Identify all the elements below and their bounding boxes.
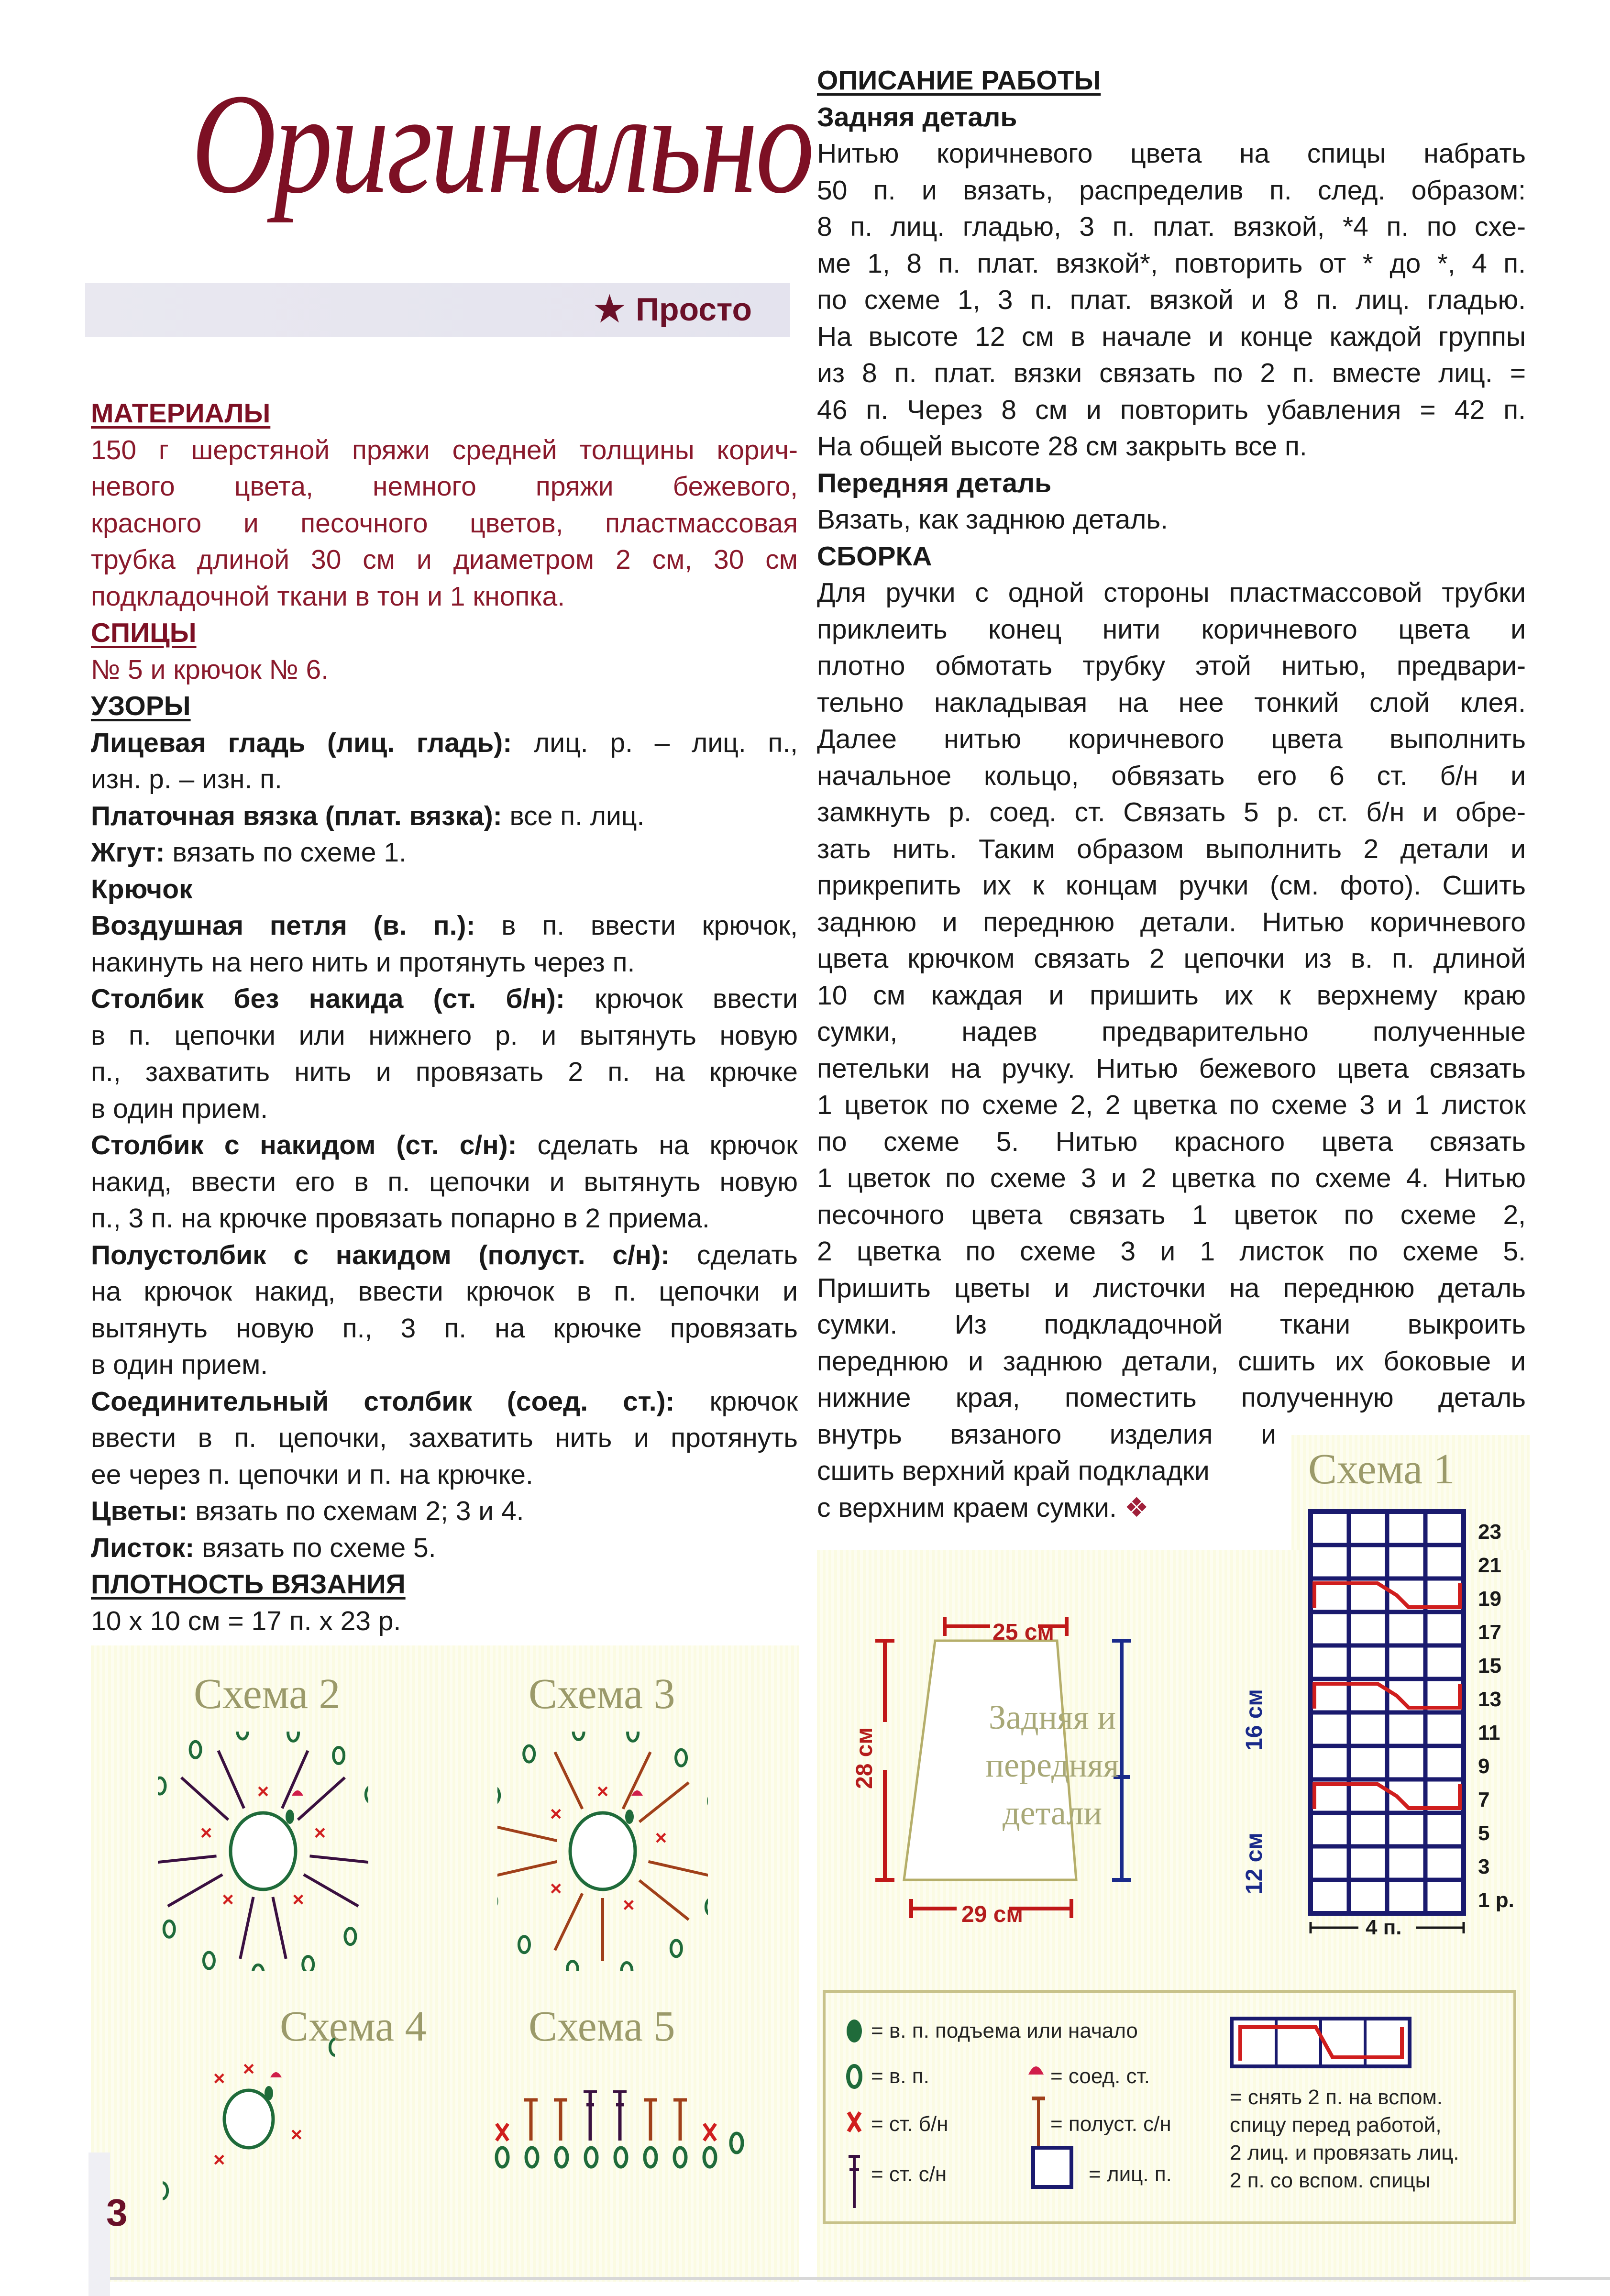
definition: в п. ввести крючок,	[475, 910, 798, 941]
row-label: 3	[1478, 1855, 1490, 1878]
legend-label: = лиц. п.	[1089, 2163, 1172, 2186]
materials-text	[91, 432, 798, 615]
end-mark-icon: ❖	[1124, 1492, 1149, 1523]
schema3-diagram	[497, 1732, 708, 1971]
label-line: детали	[1003, 1794, 1102, 1832]
text-line: с верхним краем сумки.	[817, 1492, 1117, 1523]
term: Соединительный столбик (соед. ст.):	[91, 1386, 675, 1417]
gauge-heading: ПЛОТНОСТЬ ВЯЗАНИЯ	[91, 1569, 406, 1600]
text-line: трубка длиной 30 см и диаметром 2 см, 30 см	[91, 544, 798, 575]
legend-label: = в. п. подъема или начало	[871, 2019, 1138, 2042]
page-title: Оригинально	[191, 64, 812, 223]
text-line: подкладочной ткани в тон и 1 кнопка.	[91, 581, 565, 612]
text-line: заднюю и переднюю детали. Нитью коричневого	[817, 906, 1526, 938]
svg-text:×: ×	[622, 1893, 635, 1916]
svg-text:×: ×	[292, 1888, 304, 1911]
needles-text: № 5 и крючок № 6.	[91, 654, 329, 685]
flowers-note	[91, 1493, 798, 1530]
definition: ее через п. цепочки и п. на крючке.	[91, 1459, 533, 1490]
definition: вязать по схемам 2; 3 и 4.	[187, 1496, 524, 1526]
legend-line: спицу перед работой,	[1230, 2113, 1442, 2137]
definition: в один прием.	[91, 1349, 268, 1380]
schema2-title: Схема 2	[194, 1670, 341, 1718]
materials-heading: МАТЕРИАЛЫ	[91, 398, 271, 429]
text-line: 46 п. Через 8 см и повторить убавления = 42 п.	[817, 394, 1526, 425]
crochet-heading: Крючок	[91, 873, 193, 905]
text-line: приклеить конец нити коричневого цвета и	[817, 614, 1526, 645]
needles-heading: СПИЦЫ	[91, 618, 197, 648]
difficulty-badge	[592, 287, 752, 331]
term: Жгут:	[91, 837, 165, 868]
pattern-garter	[91, 798, 798, 835]
text-line: ме 1, 8 п. плат. вязкой*, повторить от * до *, 4 п.	[817, 248, 1526, 279]
total-height-label: 28 см	[852, 1727, 877, 1789]
row-label: 13	[1478, 1688, 1501, 1711]
back-text	[817, 135, 1526, 465]
bottom-width-label: 29 см	[961, 1902, 1023, 1927]
label-line: Задняя и	[989, 1698, 1116, 1736]
crochet-hdc	[91, 1237, 798, 1383]
definition: в один прием.	[91, 1093, 268, 1124]
assembly-heading: СБОРКА	[817, 541, 932, 572]
text-line: На общей высоте 28 см закрыть все п.	[817, 431, 1307, 462]
svg-text:×: ×	[314, 1821, 326, 1844]
legend-label: = ст. б/н	[871, 2112, 948, 2136]
text-line: зать нить. Таким образом выполнить 2 детали и	[817, 833, 1526, 864]
text-line: На высоте 12 см в начале и конце каждой группы	[817, 321, 1526, 352]
term: Воздушная петля (в. п.):	[91, 910, 475, 941]
top-width-label: 25 см	[992, 1620, 1054, 1645]
page-number: 3	[106, 2191, 128, 2234]
pattern-cable	[91, 834, 798, 871]
svg-text:×: ×	[550, 1802, 562, 1825]
right-column	[817, 62, 1526, 1526]
definition: накинуть на него нить и протянуть через п.	[91, 947, 635, 978]
text-line: 1 цветок по схеме 2, 2 цветка по схеме 3 и 1 листок	[817, 1090, 1526, 1120]
term: Полустолбик с накидом (полуст. с/н):	[91, 1239, 670, 1270]
definition: вязать по схеме 1.	[165, 837, 407, 868]
assembly-text	[817, 574, 1526, 1416]
difficulty-bar	[85, 283, 790, 337]
legend	[823, 1990, 1516, 2224]
patterns-heading: УЗОРЫ	[91, 691, 191, 721]
legend-label: = в. п.	[871, 2064, 929, 2088]
legend-label: = соед. ст.	[1050, 2064, 1150, 2088]
definition: накид, ввести его в п. цепочки и вытянуть новую	[91, 1166, 798, 1197]
term: Столбик с накидом (ст. с/н):	[91, 1130, 517, 1160]
text-line: 2 цветка по схеме 3 и 1 листок по схеме 5.	[817, 1236, 1526, 1267]
definition: на крючок накид, ввести крючок в п. цепочки и	[91, 1276, 798, 1307]
text-line: 10 см каждая и пришить их к верхнему краю	[817, 980, 1526, 1011]
definition: сделать на крючок	[517, 1130, 798, 1160]
upper-height-label: 16 см	[1242, 1689, 1267, 1751]
text-line: из 8 п. плат. вязки связать по 2 п. вместе лиц. =	[817, 358, 1526, 388]
row-label: 1 р.	[1478, 1888, 1514, 1912]
text-line: цвета крючком связать 2 цепочки из в. п. длиной	[817, 943, 1526, 974]
text-line: Далее нитью коричневого цвета выполнить	[817, 724, 1526, 754]
back-heading: Задняя деталь	[817, 101, 1017, 132]
text-line: красного и песочного цветов, пластмассовая	[91, 508, 798, 539]
front-text: Вязать, как заднюю деталь.	[817, 504, 1168, 535]
pattern-stockinette	[91, 725, 798, 798]
svg-text:×: ×	[596, 1780, 609, 1802]
term: Платочная вязка (плат. вязка):	[91, 800, 502, 831]
term: Цветы:	[91, 1496, 188, 1526]
text-line: 8 п. лиц. гладью, 3 п. плат. вязкой, *4 п. по схе-	[817, 211, 1526, 242]
definition: изн. р. – изн. п.	[91, 764, 282, 795]
schema4-title: Схема 4	[280, 2003, 427, 2050]
svg-text:×: ×	[257, 1780, 269, 1802]
schema5-title: Схема 5	[529, 2003, 675, 2050]
crochet-chain	[91, 907, 798, 981]
text-line: по схеме 5. Нитью красного цвета связать	[817, 1126, 1526, 1157]
schema4-diagram	[163, 2028, 335, 2210]
pattern-piece-label	[937, 1693, 1167, 1837]
cable-symbol-icon	[1230, 2017, 1412, 2069]
text-line: начальное кольцо, обвязать его 6 ст. б/н и	[817, 760, 1526, 791]
svg-text:×: ×	[200, 1821, 212, 1844]
assembly-text-narrow	[817, 1416, 1276, 1526]
term: Листок:	[91, 1532, 195, 1563]
text-line: Пришить цветы и листочки на переднюю деталь	[817, 1272, 1526, 1303]
double-crochet-icon	[849, 2155, 860, 2208]
schema3-title: Схема 3	[529, 1670, 675, 1718]
definition: сделать	[670, 1239, 798, 1270]
definition: все п. лиц.	[502, 800, 645, 831]
cable-legend-text	[1230, 2084, 1459, 2195]
knit-square-icon	[1031, 2146, 1073, 2189]
text-line: 150 г шерстяной пряжи средней толщины корич-	[91, 434, 798, 465]
schema5-diagram	[493, 2090, 761, 2176]
front-heading: Передняя деталь	[817, 467, 1052, 498]
row-label: 5	[1478, 1821, 1490, 1845]
legend-line: 2 п. со вспом. спицы	[1230, 2169, 1431, 2192]
star-icon: ★	[592, 287, 628, 331]
open-circle-icon	[848, 2066, 860, 2087]
crochet-dc	[91, 1127, 798, 1237]
definition: вытянуть новую п., 3 п. на крючке провязать	[91, 1313, 798, 1344]
svg-text:×: ×	[243, 2057, 255, 2080]
row-label: 23	[1478, 1520, 1501, 1544]
row-label: 17	[1478, 1621, 1501, 1644]
text-line: 50 п. и вязать, распределив п. след. образом:	[817, 175, 1526, 206]
term: Столбик без накида (ст. б/н):	[91, 983, 565, 1014]
footer-divider	[110, 2277, 1610, 2280]
row-label: 9	[1478, 1755, 1490, 1778]
work-heading: ОПИСАНИЕ РАБОТЫ	[817, 65, 1101, 96]
definition: лиц. р. – лиц. п.,	[512, 727, 798, 758]
crochet-sc	[91, 981, 798, 1127]
legend-line: = снять 2 п. на вспом.	[1230, 2086, 1443, 2109]
legend-label: = ст. с/н	[871, 2163, 947, 2186]
svg-text:×: ×	[213, 2067, 225, 2090]
svg-text:×: ×	[213, 2148, 225, 2171]
text-line: 1 цветок по схеме 3 и 2 цветка по схеме 4. Нитью	[817, 1163, 1526, 1193]
text-line: замкнуть р. соед. ст. Связать 5 р. ст. б/н и обре-	[817, 797, 1526, 828]
gauge-text: 10 х 10 см = 17 п. х 23 р.	[91, 1605, 401, 1636]
schema1-row-labels	[1478, 1515, 1514, 1917]
row-label: 11	[1478, 1721, 1500, 1744]
svg-text:×: ×	[290, 2123, 303, 2146]
half-double-crochet-icon	[1029, 2096, 1048, 2153]
text-line: Нитью коричневого цвета на спицы набрать	[817, 138, 1526, 169]
definition: крючок ввести	[564, 983, 798, 1014]
definition: п., 3 п. на крючке провязать попарно в 2 приема.	[91, 1203, 710, 1234]
left-column	[91, 395, 798, 1639]
text-line: прикрепить их к концам ручки (см. фото). Сшить	[817, 870, 1526, 901]
definition: в п. цепочки или нижнего р. и вытянуть новую	[91, 1020, 798, 1051]
definition: крючок	[674, 1386, 798, 1417]
difficulty-label: Просто	[636, 291, 752, 328]
svg-text:×: ×	[550, 1877, 562, 1899]
filled-dot-icon	[847, 2020, 862, 2042]
svg-text:×: ×	[222, 1888, 234, 1911]
text-line: плотно обмотать трубку этой нитью, предвари-	[817, 651, 1526, 681]
definition: п., захватить нить и провязать 2 п. на крючке	[91, 1057, 798, 1087]
term: Лицевая гладь (лиц. гладь):	[91, 727, 512, 758]
text-line: сшить верхний край подкладки	[817, 1456, 1210, 1486]
row-label: 19	[1478, 1587, 1501, 1611]
text-line: сумки. Из подкладочной ткани выкроить	[817, 1309, 1526, 1340]
legend-line: 2 лиц. и провязать лиц.	[1230, 2141, 1459, 2164]
text-line: нижние края, поместить полученную деталь	[817, 1382, 1526, 1413]
text-line: переднюю и заднюю детали, сшить их боковые и	[817, 1346, 1526, 1377]
lower-height-label: 12 см	[1242, 1832, 1267, 1894]
definition: вязать по схеме 5.	[194, 1532, 436, 1563]
leaf-note	[91, 1530, 798, 1567]
text-line: внутрь вязаного изделия и	[817, 1419, 1276, 1450]
schema2-diagram	[158, 1732, 368, 1971]
text-line: тельно накладывая на нее тонкий слой клея.	[817, 687, 1526, 718]
legend-label: = полуст. с/н	[1050, 2112, 1171, 2136]
text-line: по схеме 1, 3 п. плат. вязкой и 8 п. лиц. гладью.	[817, 285, 1526, 315]
definition: ввести в п. цепочки, захватить нить и протянуть	[91, 1423, 798, 1453]
cross-icon	[849, 2112, 860, 2131]
text-line: невого цвета, немного пряжи бежевого,	[91, 471, 798, 502]
text-line: петельки на ручку. Нитью бежевого цвета связать	[817, 1053, 1526, 1084]
schema1-title: Схема 1	[1308, 1446, 1455, 1493]
text-line: песочного цвета связать 1 цветок по схеме 2,	[817, 1199, 1526, 1230]
text-line: Для ручки с одной стороны пластмассовой трубки	[817, 577, 1526, 608]
row-label: 21	[1478, 1554, 1501, 1577]
crochet-slip	[91, 1383, 798, 1493]
row-label: 7	[1478, 1788, 1490, 1811]
schema1-width-label: 4 п.	[1366, 1916, 1402, 1939]
label-line: передняя	[985, 1746, 1119, 1784]
slip-stitch-icon	[1026, 2062, 1046, 2076]
row-label: 15	[1478, 1654, 1501, 1678]
svg-text:×: ×	[655, 1826, 667, 1849]
text-line: сумки, надев предварительно полученные	[817, 1016, 1526, 1047]
